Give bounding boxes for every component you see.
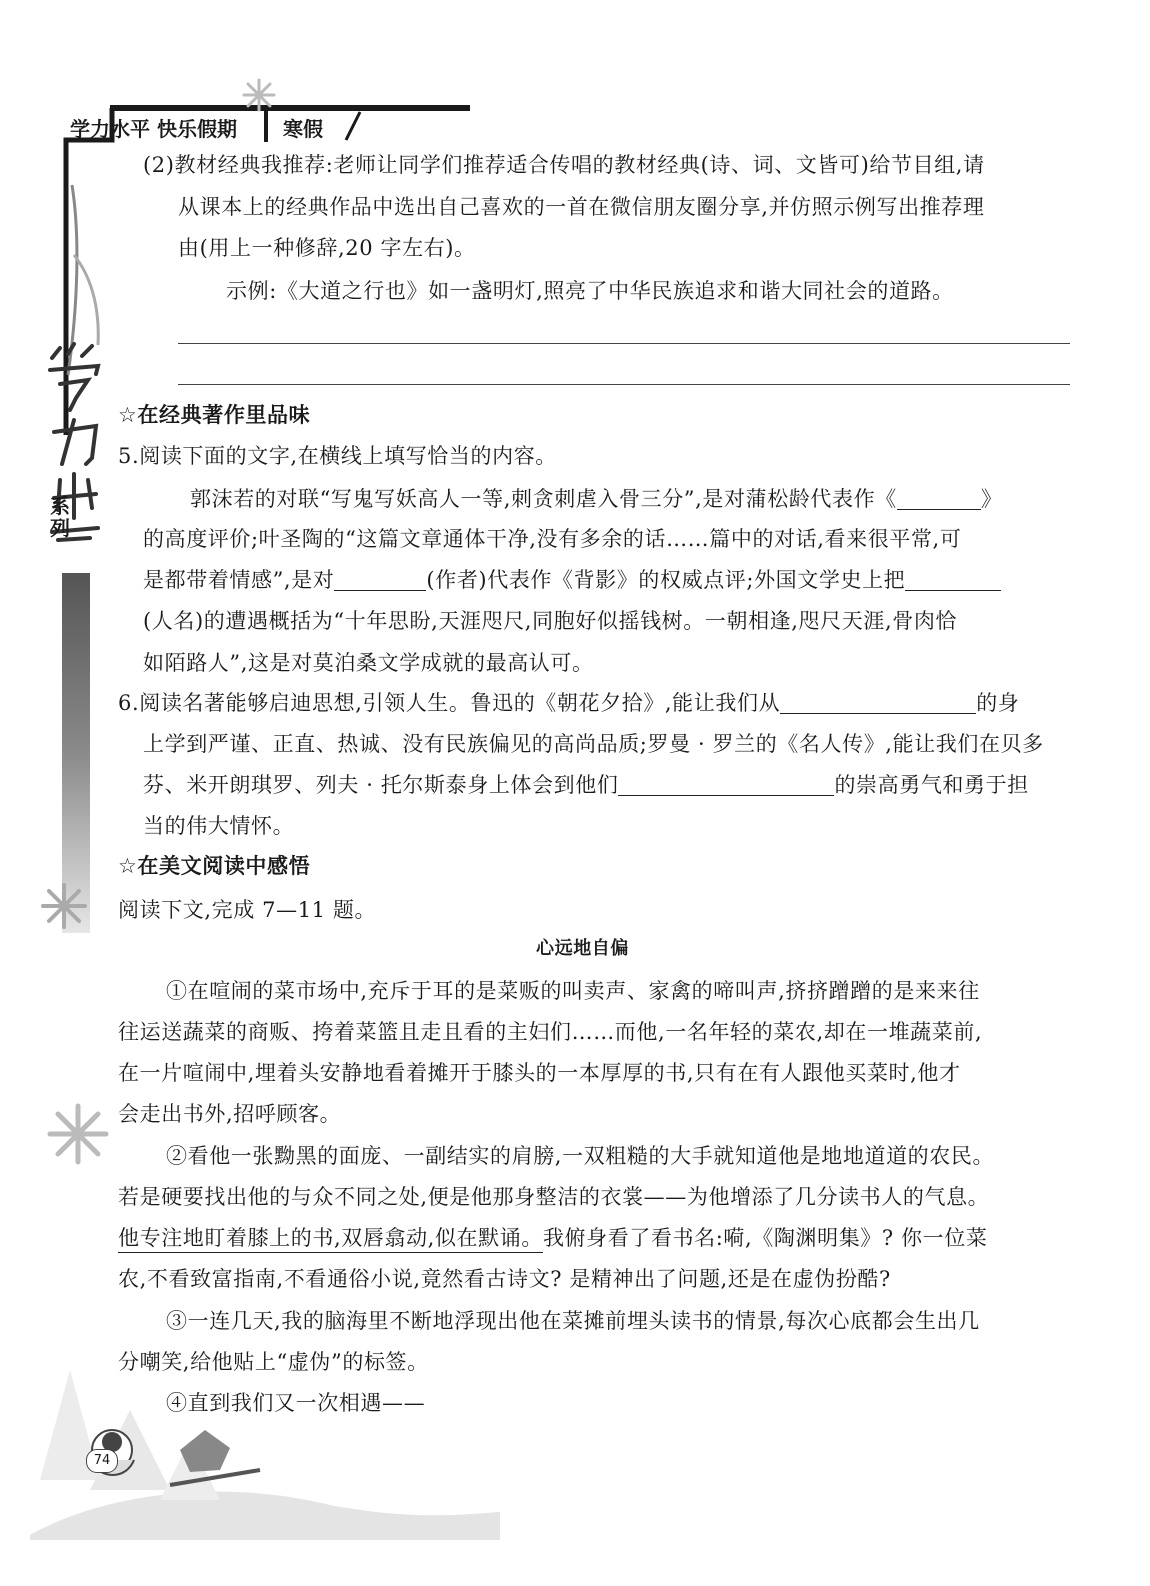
reading-instruction: 阅读下文,完成 7—11 题。 bbox=[118, 898, 377, 922]
essay-p3-line2: 分嘲笑,给他贴上“虚伪”的标签。 bbox=[118, 1350, 429, 1374]
essay-p1-line4: 会走出书外,招呼顾客。 bbox=[118, 1102, 342, 1126]
underlined-sentence: 他专注地盯着膝上的书,双唇翕动,似在默诵。 bbox=[118, 1226, 543, 1253]
q6-text: 6.阅读名著能够启迪思想,引领人生。鲁迅的《朝花夕拾》,能让我们从 bbox=[118, 691, 781, 715]
page-number: 74 bbox=[86, 1449, 118, 1473]
q6-text: 芬、米开朗琪罗、列夫 · 托尔斯泰身上体会到他们 bbox=[143, 773, 619, 797]
q5-para-line2: 的高度评价;叶圣陶的“这篇文章通体干净,没有多余的话……篇中的对话,看来很平常,可 bbox=[143, 527, 962, 551]
answer-line-1[interactable] bbox=[178, 343, 1070, 344]
header-slash bbox=[338, 110, 368, 142]
header-divider bbox=[264, 108, 268, 142]
header-title: 学力水平 快乐假期 bbox=[70, 117, 237, 141]
q5-text: (作者)代表作《背影》的权威点评;外国文学史上把 bbox=[426, 568, 906, 592]
snowflake-icon bbox=[40, 882, 88, 930]
essay-title: 心远地自偏 bbox=[536, 938, 629, 959]
q5-text: 是都带着情感”,是对 bbox=[143, 568, 335, 592]
essay-p3-line1: ③一连几天,我的脑海里不断地浮现出他在菜摊前埋头读书的情景,每次心底都会生出几 bbox=[166, 1309, 980, 1333]
essay-p2-line2: 若是硬要找出他的与众不同之处,便是他那身整洁的衣裳——为他增添了几分读书人的气息。 bbox=[118, 1185, 990, 1209]
essay-p4-line1: ④直到我们又一次相遇—— bbox=[166, 1391, 426, 1415]
q6-text: 的身 bbox=[976, 691, 1020, 715]
q6-line3 bbox=[143, 772, 1029, 798]
q5-para-line1 bbox=[190, 486, 1002, 512]
q6-line4: 当的伟大情怀。 bbox=[143, 814, 295, 838]
q5-blank-work[interactable] bbox=[897, 489, 981, 510]
header-bar bbox=[110, 105, 470, 111]
section-title-classics: ☆在经典著作里品味 bbox=[118, 403, 311, 427]
q5-para-line3 bbox=[143, 567, 1001, 593]
brand-series-label: 系列 bbox=[50, 494, 70, 540]
winter-scene-illustration bbox=[30, 1330, 500, 1540]
q5-intro: 5.阅读下面的文字,在横线上填写恰当的内容。 bbox=[118, 444, 557, 468]
q5-blank-person[interactable] bbox=[905, 570, 1001, 591]
q5-blank-author[interactable] bbox=[334, 570, 426, 591]
q6-line2: 上学到严谨、正直、热诚、没有民族偏见的高尚品质;罗曼 · 罗兰的《名人传》,能让我们在贝多 bbox=[143, 732, 1044, 756]
q6-line1 bbox=[118, 690, 1019, 716]
q2-line1: (2)教材经典我推荐:老师让同学们推荐适合传唱的教材经典(诗、词、文皆可)给节目组,请 bbox=[143, 153, 985, 177]
header-tag: 寒假 bbox=[283, 117, 323, 141]
q2-line2: 从课本上的经典作品中选出自己喜欢的一首在微信朋友圈分享,并仿照示例写出推荐理 bbox=[178, 195, 985, 219]
q6-blank-1[interactable] bbox=[780, 693, 976, 714]
section-title-essay: ☆在美文阅读中感悟 bbox=[118, 854, 311, 878]
essay-p2-line4: 农,不看致富指南,不看通俗小说,竟然看古诗文? 是精神出了问题,还是在虚伪扮酷? bbox=[118, 1267, 891, 1291]
essay-p1-line1: ①在喧闹的菜市场中,充斥于耳的是菜贩的叫卖声、家禽的啼叫声,挤挤蹭蹭的是来来往 bbox=[166, 979, 980, 1003]
q5-text: 》 bbox=[980, 487, 1003, 511]
sidebar-gradient-bar bbox=[62, 573, 90, 933]
q2-line3: 由(用上一种修辞,20 字左右)。 bbox=[178, 236, 476, 260]
answer-line-2[interactable] bbox=[178, 384, 1070, 385]
snowflake-icon bbox=[46, 1102, 110, 1166]
q5-text: 郭沫若的对联“写鬼写妖高人一等,刺贪刺虐入骨三分”,是对蒲松龄代表作《 bbox=[190, 487, 897, 511]
essay-p2-line3 bbox=[118, 1225, 987, 1251]
q5-para-line4: (人名)的遭遇概括为“十年思盼,天涯咫尺,同胞好似摇钱树。一朝相逢,咫尺天涯,骨肉恰 bbox=[143, 609, 958, 633]
q6-blank-2[interactable] bbox=[618, 775, 834, 796]
essay-p1-line3: 在一片喧闹中,埋着头安静地看着摊开于膝头的一本厚厚的书,只有在有人跟他买菜时,他才 bbox=[118, 1061, 961, 1085]
q5-para-line5: 如陌路人”,这是对莫泊桑文学成就的最高认可。 bbox=[143, 651, 594, 675]
q2-example: 示例:《大道之行也》如一盏明灯,照亮了中华民族追求和谐大同社会的道路。 bbox=[226, 279, 954, 303]
snowflake-icon bbox=[242, 78, 276, 112]
q6-text: 的崇高勇气和勇于担 bbox=[834, 773, 1029, 797]
essay-text: 我俯身看了看书名:嗬,《陶渊明集》? 你一位菜 bbox=[542, 1226, 988, 1250]
essay-p1-line2: 往运送蔬菜的商贩、挎着菜篮且走且看的主妇们……而他,一名年轻的菜农,却在一堆蔬菜前, bbox=[118, 1020, 983, 1044]
essay-p2-line1: ②看他一张黝黑的面庞、一副结实的肩膀,一双粗糙的大手就知道他是地地道道的农民。 bbox=[166, 1144, 995, 1168]
